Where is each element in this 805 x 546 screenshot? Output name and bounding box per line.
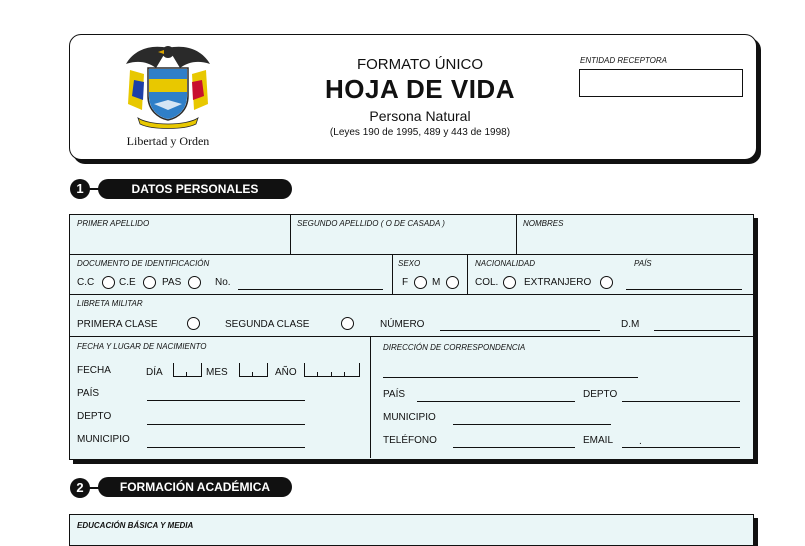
address-municipality-label: MUNICIPIO bbox=[383, 412, 436, 423]
section-1-title: DATOS PERSONALES bbox=[98, 179, 292, 199]
tick bbox=[317, 372, 318, 376]
ce-radio[interactable] bbox=[143, 276, 156, 289]
coat-of-arms-icon bbox=[120, 40, 216, 132]
birth-depto-label: DEPTO bbox=[77, 411, 112, 422]
row-divider bbox=[70, 294, 753, 295]
dm-field[interactable] bbox=[654, 330, 740, 331]
row-divider bbox=[70, 254, 753, 255]
nationality-col-label: COL. bbox=[475, 277, 499, 288]
nationality-label: NACIONALIDAD bbox=[475, 259, 536, 268]
entity-receiver-field[interactable] bbox=[579, 69, 743, 97]
sex-f-label: F bbox=[402, 277, 409, 288]
col-divider bbox=[392, 255, 393, 294]
document-title: HOJA DE VIDA bbox=[325, 74, 515, 104]
pas-label: PAS bbox=[162, 277, 182, 288]
sex-label: SEXO bbox=[398, 259, 421, 268]
academic-form bbox=[69, 514, 754, 546]
col-divider bbox=[370, 337, 371, 458]
row-divider bbox=[70, 336, 753, 337]
col-divider bbox=[290, 215, 291, 254]
col-divider bbox=[467, 255, 468, 294]
nationality-foreign-radio[interactable] bbox=[600, 276, 613, 289]
second-class-label: SEGUNDA CLASE bbox=[225, 319, 310, 330]
tick bbox=[344, 372, 345, 376]
section-1-number: 1 bbox=[70, 179, 90, 199]
military-card-label: LIBRETA MILITAR bbox=[77, 299, 143, 308]
military-number-field[interactable] bbox=[440, 330, 600, 331]
birth-country-label: PAÍS bbox=[77, 388, 100, 399]
birth-year-field[interactable] bbox=[304, 363, 360, 377]
birth-municipality-field[interactable] bbox=[147, 447, 305, 448]
birth-day-label: DÍA bbox=[146, 367, 163, 378]
sex-m-label: M bbox=[432, 277, 441, 288]
first-surname-label: PRIMER APELLIDO bbox=[77, 219, 150, 228]
birth-municipality-label: MUNICIPIO bbox=[77, 434, 130, 445]
birth-depto-field[interactable] bbox=[147, 424, 305, 425]
col-divider bbox=[516, 215, 517, 254]
pas-radio[interactable] bbox=[188, 276, 201, 289]
id-number-label: No. bbox=[215, 277, 231, 288]
document-laws: (Leyes 190 de 1995, 489 y 443 de 1998) bbox=[329, 127, 511, 138]
section-2-title: FORMACIÓN ACADÉMICA bbox=[98, 477, 292, 497]
address-depto-field[interactable] bbox=[622, 401, 740, 402]
document-kicker: FORMATO ÚNICO bbox=[356, 56, 484, 73]
email-dot: . bbox=[639, 436, 642, 447]
military-number-label: NÚMERO bbox=[380, 319, 425, 330]
sex-f-radio[interactable] bbox=[414, 276, 427, 289]
birth-day-field[interactable] bbox=[173, 363, 202, 377]
address-country-field[interactable] bbox=[417, 401, 575, 402]
second-surname-label: SEGUNDO APELLIDO ( O DE CASADA ) bbox=[297, 219, 445, 228]
birth-year-label: AÑO bbox=[275, 367, 297, 378]
second-class-radio[interactable] bbox=[341, 317, 354, 330]
tick bbox=[186, 372, 187, 376]
birth-label: FECHA Y LUGAR DE NACIMIENTO bbox=[77, 342, 207, 351]
section-2-number: 2 bbox=[70, 478, 90, 498]
entity-receiver-label: ENTIDAD RECEPTORA bbox=[580, 56, 667, 65]
country-field[interactable] bbox=[626, 289, 742, 290]
birth-month-label: MES bbox=[206, 367, 228, 378]
address-country-label: PAÍS bbox=[383, 389, 406, 400]
sex-m-radio[interactable] bbox=[446, 276, 459, 289]
id-document-label: DOCUMENTO DE IDENTIFICACIÓN bbox=[77, 259, 210, 268]
tick bbox=[331, 372, 332, 376]
cc-label: C.C bbox=[77, 277, 95, 288]
motto-text: Libertad y Orden bbox=[126, 134, 210, 148]
id-number-field[interactable] bbox=[238, 289, 383, 290]
nationality-col-radio[interactable] bbox=[503, 276, 516, 289]
birth-country-field[interactable] bbox=[147, 400, 305, 401]
phone-field[interactable] bbox=[453, 447, 575, 448]
first-class-radio[interactable] bbox=[187, 317, 200, 330]
dm-label: D.M bbox=[621, 319, 640, 330]
email-label: EMAIL bbox=[583, 435, 614, 446]
phone-label: TELÉFONO bbox=[383, 435, 437, 446]
basic-education-label: EDUCACIÓN BÁSICA Y MEDIA bbox=[77, 521, 194, 530]
address-label: DIRECCIÓN DE CORRESPONDENCIA bbox=[383, 343, 526, 352]
birth-month-field[interactable] bbox=[239, 363, 268, 377]
address-depto-label: DEPTO bbox=[583, 389, 618, 400]
tick bbox=[252, 372, 253, 376]
address-field[interactable] bbox=[383, 377, 638, 378]
country-label: PAÍS bbox=[634, 259, 652, 268]
first-class-label: PRIMERA CLASE bbox=[77, 319, 158, 330]
cc-radio[interactable] bbox=[102, 276, 115, 289]
ce-label: C.E bbox=[119, 277, 136, 288]
email-field[interactable] bbox=[622, 447, 740, 448]
names-label: NOMBRES bbox=[523, 219, 564, 228]
nationality-foreign-label: EXTRANJERO bbox=[524, 277, 592, 288]
document-subtitle: Persona Natural bbox=[369, 108, 471, 124]
birth-date-label: FECHA bbox=[77, 365, 111, 376]
address-municipality-field[interactable] bbox=[453, 424, 611, 425]
